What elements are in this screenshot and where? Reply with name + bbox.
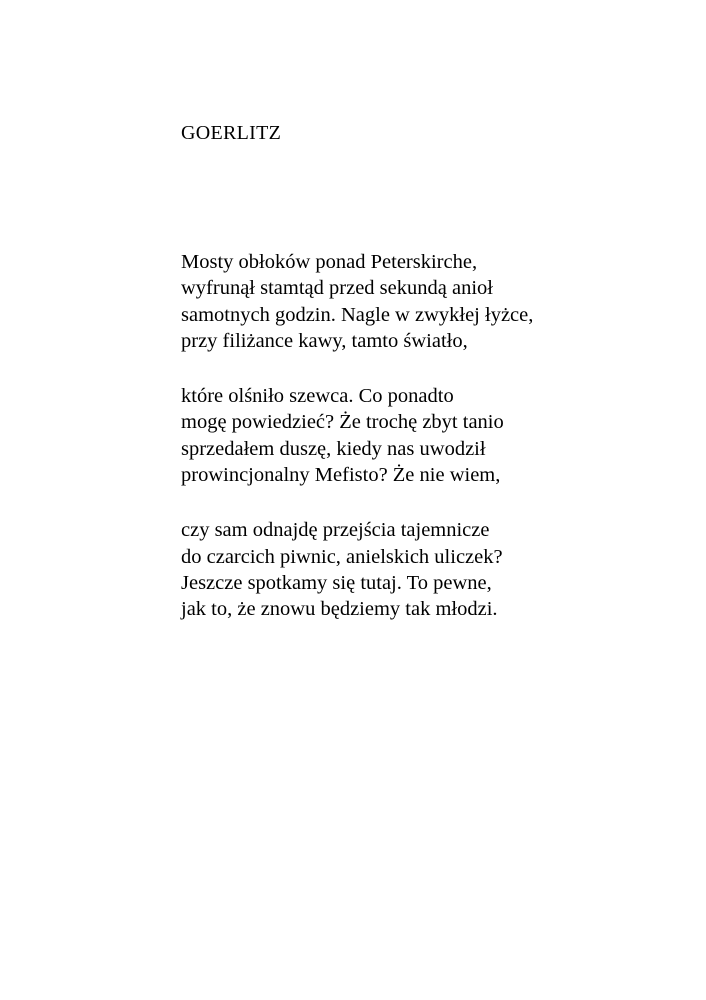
poem-line: wyfrunął stamtąd przed sekundą anioł	[181, 277, 493, 300]
poem-line: jak to, że znowu będziemy tak młodzi.	[181, 598, 498, 621]
poem-line: Mosty obłoków ponad Peterskirche,	[181, 251, 478, 273]
poem-line: prowincjonalny Mefisto? Że nie wiem,	[181, 464, 501, 487]
poem-line: do czarcich piwnic, anielskich uliczek?	[181, 545, 503, 568]
poem-line: przy filiżance kawy, tamto światło,	[181, 329, 468, 352]
stanza-1	[181, 249, 651, 354]
poem-line: samotnych godzin. Nagle w zwykłej łyżce,	[181, 303, 534, 326]
poem-body	[181, 249, 651, 652]
poem-line: Jeszcze spotkamy się tutaj. To pewne,	[181, 571, 492, 594]
stanza-3	[181, 517, 651, 622]
poem-line: mogę powiedzieć? Że trochę zbyt tanio	[181, 411, 504, 434]
poem-line: które olśniło szewca. Co ponadto	[181, 385, 454, 408]
stanza-2	[181, 383, 651, 488]
poem-title: GOERLITZ	[181, 122, 282, 144]
poem-line: czy sam odnajdę przejścia tajemnicze	[181, 519, 490, 542]
poem-line: sprzedałem duszę, kiedy nas uwodził	[181, 437, 486, 460]
